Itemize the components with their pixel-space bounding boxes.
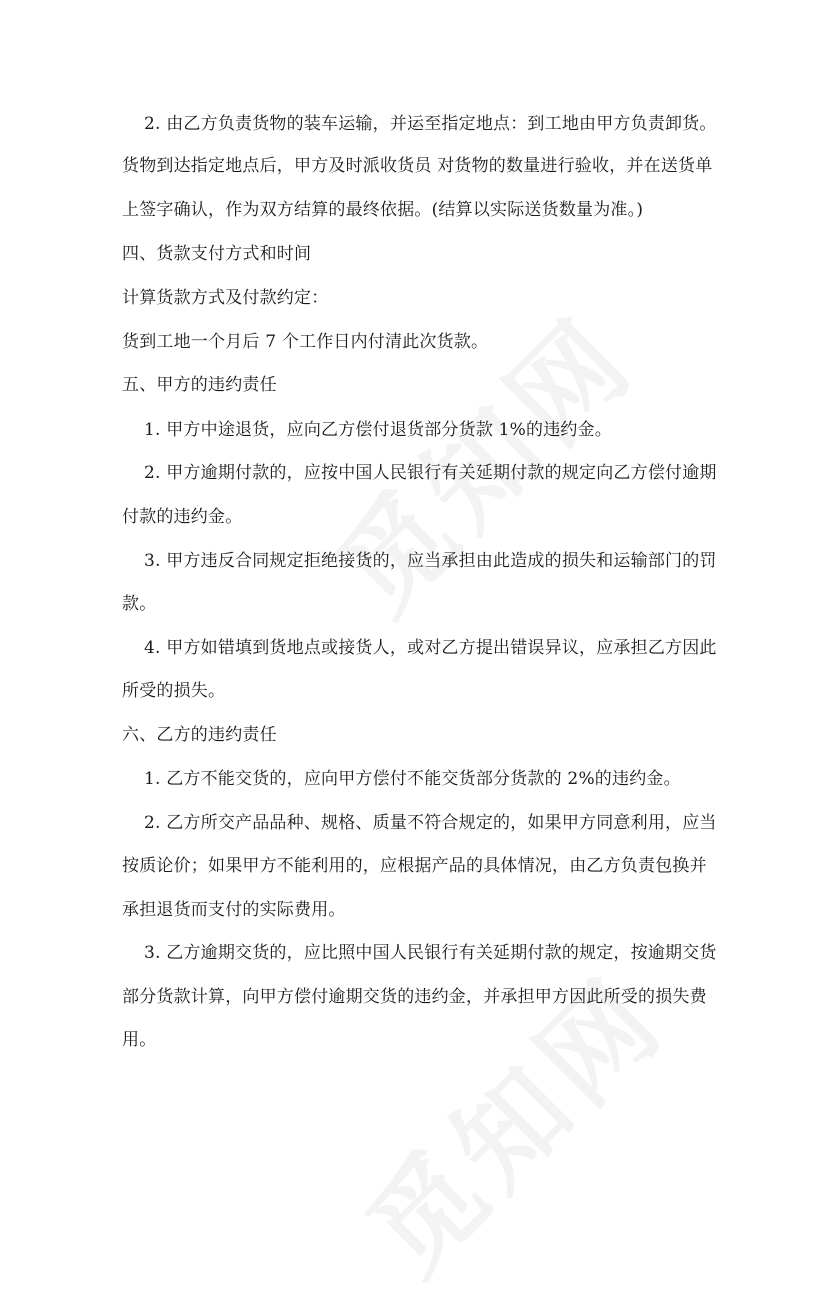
section-heading-party-a: 五、甲方的违约责任 xyxy=(122,375,277,395)
clause-6-3-line-3: 用。 xyxy=(122,1030,157,1050)
clause-6-2-line-2: 按质论价；如果甲方不能利用的，应根据产品的具体情况，由乙方负责包换并 xyxy=(122,856,707,876)
payment-terms-label: 计算货款方式及付款约定： xyxy=(122,288,329,308)
clause-5-1: 1. 甲方中途退货，应向乙方偿付退货部分货款 1%的违约金。 xyxy=(144,420,612,440)
clause-6-1: 1. 乙方不能交货的，应向甲方偿付不能交货部分货款的 2%的违约金。 xyxy=(144,769,681,789)
clause-3-2-line-3: 上签字确认，作为双方结算的最终依据。(结算以实际送货数量为准。) xyxy=(122,200,644,220)
clause-3-2-line-2: 货物到达指定地点后，甲方及时派收货员 对货物的数量进行验收，并在送货单 xyxy=(122,156,713,176)
section-heading-party-b: 六、乙方的违约责任 xyxy=(122,725,277,745)
clause-3-2-line-1: 2. 由乙方负责货物的装车运输，并运至指定地点：到工地由甲方负责卸货。 xyxy=(144,114,717,134)
payment-terms-text: 货到工地一个月后 7 个工作日内付清此次货款。 xyxy=(122,332,489,352)
clause-6-2-line-1: 2. 乙方所交产品品种、规格、质量不符合规定的，如果甲方同意利用，应当 xyxy=(144,813,717,833)
clause-5-2-line-1: 2. 甲方逾期付款的，应按中国人民银行有关延期付款的规定向乙方偿付逾期 xyxy=(144,463,717,483)
clause-5-4-line-1: 4. 甲方如错填到货地点或接货人，或对乙方提出错误异议，应承担乙方因此 xyxy=(144,638,717,658)
clause-5-4-line-2: 所受的损失。 xyxy=(122,681,226,701)
section-heading-payment: 四、货款支付方式和时间 xyxy=(122,244,312,264)
clause-6-3-line-1: 3. 乙方逾期交货的，应比照中国人民银行有关延期付款的规定，按逾期交货 xyxy=(144,943,717,963)
clause-5-2-line-2: 付款的违约金。 xyxy=(122,507,243,527)
clause-5-3-line-2: 款。 xyxy=(122,594,157,614)
clause-6-2-line-3: 承担退货而支付的实际费用。 xyxy=(122,900,346,920)
clause-6-3-line-2: 部分货款计算，向甲方偿付逾期交货的违约金，并承担甲方因此所受的损失费 xyxy=(122,987,707,1007)
clause-5-3-line-1: 3. 甲方违反合同规定拒绝接货的，应当承担由此造成的损失和运输部门的罚 xyxy=(144,551,717,571)
